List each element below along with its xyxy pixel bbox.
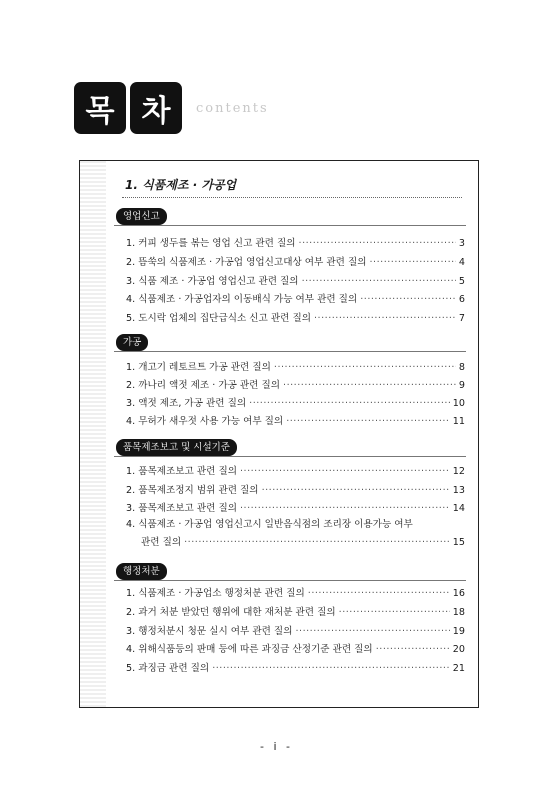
toc-entry[interactable] xyxy=(126,662,465,676)
toc-entry[interactable] xyxy=(126,312,465,326)
toc-entry[interactable] xyxy=(126,275,465,289)
section-tag-item-report: 품목제조보고 및 시설기준 xyxy=(116,439,237,456)
toc-entry-title: 3. 액젓 제조, 가공 관련 질의 xyxy=(126,398,247,409)
leader-dots xyxy=(308,587,450,601)
toc-header xyxy=(74,82,269,134)
toc-entry[interactable] xyxy=(126,256,465,270)
toc-entry-page: 3 xyxy=(458,238,465,249)
toc-entry-page: 4 xyxy=(458,257,465,268)
toc-entry[interactable] xyxy=(126,606,465,620)
toc-entry[interactable] xyxy=(126,502,465,516)
leader-dots xyxy=(240,465,450,479)
toc-entry-title: 4. 식품제조 · 가공업자의 이동배식 가능 여부 관련 질의 xyxy=(126,294,358,305)
toc-entry-title: 3. 행정처분시 청문 실시 여부 관련 질의 xyxy=(126,626,293,637)
leader-dots xyxy=(283,379,456,393)
section-divider xyxy=(114,580,466,581)
leader-dots xyxy=(370,256,456,270)
toc-entry[interactable] xyxy=(126,484,465,498)
toc-entry-title: 2. 까나리 액젓 제조 · 가공 관련 질의 xyxy=(126,380,281,391)
section-divider xyxy=(114,456,466,457)
section-divider xyxy=(114,351,466,352)
toc-entry-page: 12 xyxy=(452,466,465,477)
toc-entry-title: 5. 과징금 관련 질의 xyxy=(126,663,210,674)
toc-entry-page: 6 xyxy=(458,294,465,305)
toc-entry[interactable] xyxy=(126,587,465,601)
toc-entry-page: 14 xyxy=(452,503,465,514)
toc-entry-title: 4. 위해식품등의 판매 등에 따른 과징금 산정기준 관련 질의 xyxy=(126,644,373,655)
leader-dots xyxy=(184,534,450,552)
leader-dots xyxy=(339,606,450,620)
toc-entry-title-cont: 관련 질의 xyxy=(141,537,182,548)
section-tag-admin-action: 행정처분 xyxy=(116,563,167,580)
toc-entry-page: 21 xyxy=(452,663,465,674)
leader-dots xyxy=(240,502,450,516)
leader-dots xyxy=(274,361,456,375)
side-texture xyxy=(80,161,106,707)
toc-entry-page: 18 xyxy=(452,607,465,618)
toc-entry-title: 4. 무허가 새우젓 사용 가능 여부 질의 xyxy=(126,416,284,427)
header-char-cha: 차 xyxy=(130,82,182,134)
chapter-title: 1. 식품제조 · 가공업 xyxy=(125,178,237,192)
toc-entry-title: 3. 품목제조보고 관련 질의 xyxy=(126,503,237,514)
page-number: - i - xyxy=(260,740,293,753)
leader-dots xyxy=(212,662,450,676)
toc-entry[interactable] xyxy=(126,643,465,657)
toc-entry[interactable] xyxy=(126,379,465,393)
leader-dots xyxy=(314,312,456,326)
toc-entry[interactable] xyxy=(126,237,465,251)
header-subtitle: contents xyxy=(196,100,269,116)
section-divider xyxy=(114,225,466,226)
toc-entry-page: 13 xyxy=(452,485,465,496)
toc-entry-page: 8 xyxy=(458,362,465,373)
toc-entry-title: 1. 품목제조보고 관련 질의 xyxy=(126,466,237,477)
toc-entry-page: 11 xyxy=(452,416,465,427)
toc-entry-title: 2. 품목제조정지 범위 관련 질의 xyxy=(126,485,259,496)
leader-dots xyxy=(299,237,456,251)
chapter-divider xyxy=(122,197,462,198)
toc-entry-page: 19 xyxy=(452,626,465,637)
header-char-mok: 목 xyxy=(74,82,126,134)
toc-entry-title: 5. 도시락 업체의 집단급식소 신고 관련 질의 xyxy=(126,313,311,324)
toc-entry-title: 1. 개고기 레토르트 가공 관련 질의 xyxy=(126,362,271,373)
leader-dots xyxy=(286,415,450,429)
section-tag-registration: 영업신고 xyxy=(116,208,167,225)
toc-entry-page: 10 xyxy=(452,398,465,409)
toc-entry[interactable] xyxy=(126,516,465,552)
leader-dots xyxy=(302,275,456,289)
leader-dots xyxy=(295,625,449,639)
toc-entry-page: 20 xyxy=(452,644,465,655)
toc-entry-page: 15 xyxy=(452,537,465,548)
toc-entry-page: 9 xyxy=(458,380,465,391)
toc-entry[interactable] xyxy=(126,625,465,639)
section-tag-processing: 가공 xyxy=(116,334,148,351)
leader-dots xyxy=(262,484,450,498)
toc-entry-title: 2. 뜸쑥의 식품제조 · 가공업 영업신고대상 여부 관련 질의 xyxy=(126,257,367,268)
toc-entry-title: 3. 식품 제조 · 가공업 영업신고 관련 질의 xyxy=(126,276,299,287)
toc-entry-title: 2. 과거 처분 받았던 행위에 대한 재처분 관련 질의 xyxy=(126,607,336,618)
toc-entry[interactable] xyxy=(126,397,465,411)
toc-entry-page: 5 xyxy=(458,276,465,287)
toc-entry[interactable] xyxy=(126,465,465,479)
toc-entry-title: 1. 커피 생두를 볶는 영업 신고 관련 질의 xyxy=(126,238,296,249)
toc-entry-page: 16 xyxy=(452,588,465,599)
leader-dots xyxy=(249,397,450,411)
toc-entry[interactable] xyxy=(126,415,465,429)
toc-entry[interactable] xyxy=(126,293,465,307)
toc-entry[interactable] xyxy=(126,361,465,375)
toc-entry-page: 7 xyxy=(458,313,465,324)
toc-entry-title: 4. 식품제조 · 가공업 영업신고시 일반음식점의 조리장 이용가능 여부 xyxy=(126,519,413,530)
toc-entry-title: 1. 식품제조 · 가공업소 행정처분 관련 질의 xyxy=(126,588,305,599)
leader-dots xyxy=(360,293,456,307)
leader-dots xyxy=(376,643,450,657)
